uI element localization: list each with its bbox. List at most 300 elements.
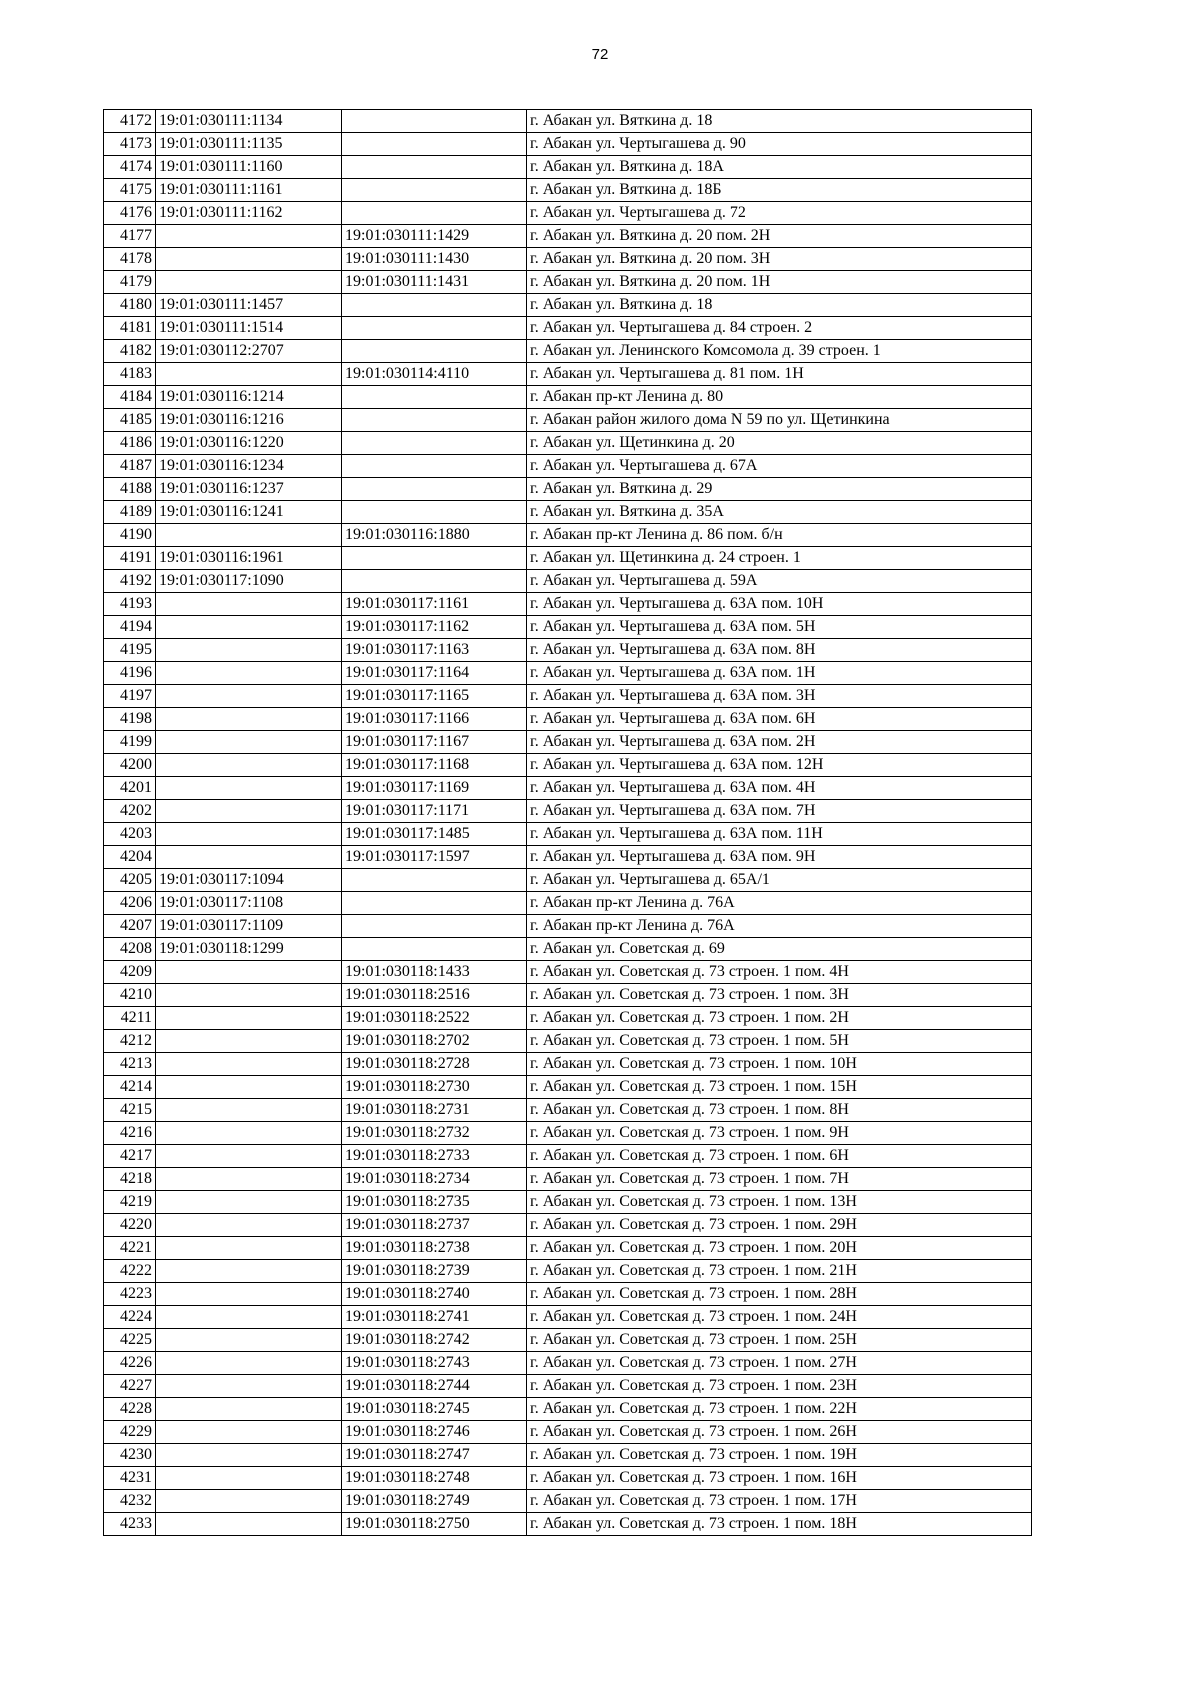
table-row	[104, 409, 1032, 432]
land-cadastral-number-cell	[156, 616, 342, 639]
building-cadastral-number-cell: 19:01:030117:1597	[342, 846, 527, 869]
row-number-cell: 4227	[104, 1375, 156, 1398]
address-cell: г. Абакан пр-кт Ленина д. 80	[527, 386, 1032, 409]
table-row	[104, 662, 1032, 685]
address-cell: г. Абакан ул. Советская д. 73 строен. 1 пом. 26Н	[527, 1421, 1032, 1444]
building-cadastral-number-cell: 19:01:030118:2734	[342, 1168, 527, 1191]
row-number-cell: 4176	[104, 202, 156, 225]
land-cadastral-number-cell: 19:01:030116:1214	[156, 386, 342, 409]
building-cadastral-number-cell: 19:01:030111:1429	[342, 225, 527, 248]
building-cadastral-number-cell: 19:01:030118:2730	[342, 1076, 527, 1099]
building-cadastral-number-cell: 19:01:030117:1167	[342, 731, 527, 754]
land-cadastral-number-cell	[156, 984, 342, 1007]
row-number-cell: 4228	[104, 1398, 156, 1421]
row-number-cell: 4183	[104, 363, 156, 386]
row-number-cell: 4180	[104, 294, 156, 317]
land-cadastral-number-cell	[156, 1168, 342, 1191]
row-number-cell: 4175	[104, 179, 156, 202]
table-row	[104, 1053, 1032, 1076]
land-cadastral-number-cell	[156, 823, 342, 846]
table-row	[104, 524, 1032, 547]
building-cadastral-number-cell	[342, 892, 527, 915]
row-number-cell: 4185	[104, 409, 156, 432]
building-cadastral-number-cell	[342, 202, 527, 225]
land-cadastral-number-cell	[156, 248, 342, 271]
table-row	[104, 386, 1032, 409]
address-cell: г. Абакан ул. Советская д. 73 строен. 1 пом. 19Н	[527, 1444, 1032, 1467]
address-cell: г. Абакан ул. Советская д. 69	[527, 938, 1032, 961]
building-cadastral-number-cell: 19:01:030118:2748	[342, 1467, 527, 1490]
building-cadastral-number-cell: 19:01:030117:1485	[342, 823, 527, 846]
table-row	[104, 1214, 1032, 1237]
building-cadastral-number-cell	[342, 294, 527, 317]
row-number-cell: 4202	[104, 800, 156, 823]
address-cell: г. Абакан ул. Ленинского Комсомола д. 39 строен. 1	[527, 340, 1032, 363]
address-cell: г. Абакан ул. Советская д. 73 строен. 1 пом. 3Н	[527, 984, 1032, 1007]
table-row	[104, 708, 1032, 731]
land-cadastral-number-cell: 19:01:030111:1160	[156, 156, 342, 179]
table-row	[104, 639, 1032, 662]
table-row	[104, 570, 1032, 593]
address-cell: г. Абакан ул. Советская д. 73 строен. 1 пом. 24Н	[527, 1306, 1032, 1329]
row-number-cell: 4223	[104, 1283, 156, 1306]
building-cadastral-number-cell	[342, 340, 527, 363]
table-row	[104, 1145, 1032, 1168]
address-cell: г. Абакан ул. Советская д. 73 строен. 1 пом. 10Н	[527, 1053, 1032, 1076]
land-cadastral-number-cell	[156, 1421, 342, 1444]
address-cell: г. Абакан ул. Советская д. 73 строен. 1 пом. 27Н	[527, 1352, 1032, 1375]
address-cell: г. Абакан ул. Чертыгашева д. 63А пом. 10Н	[527, 593, 1032, 616]
address-cell: г. Абакан ул. Советская д. 73 строен. 1 пом. 15Н	[527, 1076, 1032, 1099]
table-row	[104, 616, 1032, 639]
table-row	[104, 1237, 1032, 1260]
building-cadastral-number-cell: 19:01:030118:2747	[342, 1444, 527, 1467]
building-cadastral-number-cell	[342, 156, 527, 179]
row-number-cell: 4205	[104, 869, 156, 892]
row-number-cell: 4172	[104, 110, 156, 133]
building-cadastral-number-cell: 19:01:030118:2728	[342, 1053, 527, 1076]
building-cadastral-number-cell: 19:01:030118:2738	[342, 1237, 527, 1260]
table-row	[104, 754, 1032, 777]
row-number-cell: 4173	[104, 133, 156, 156]
building-cadastral-number-cell: 19:01:030117:1165	[342, 685, 527, 708]
table-row	[104, 1191, 1032, 1214]
table-row	[104, 110, 1032, 133]
table-row	[104, 1490, 1032, 1513]
land-cadastral-number-cell	[156, 1122, 342, 1145]
land-cadastral-number-cell	[156, 524, 342, 547]
address-cell: г. Абакан ул. Советская д. 73 строен. 1 пом. 17Н	[527, 1490, 1032, 1513]
row-number-cell: 4233	[104, 1513, 156, 1536]
building-cadastral-number-cell	[342, 478, 527, 501]
row-number-cell: 4220	[104, 1214, 156, 1237]
row-number-cell: 4194	[104, 616, 156, 639]
table-row	[104, 731, 1032, 754]
address-cell: г. Абакан ул. Чертыгашева д. 72	[527, 202, 1032, 225]
building-cadastral-number-cell: 19:01:030118:2516	[342, 984, 527, 1007]
row-number-cell: 4178	[104, 248, 156, 271]
row-number-cell: 4201	[104, 777, 156, 800]
row-number-cell: 4212	[104, 1030, 156, 1053]
table-row	[104, 225, 1032, 248]
land-cadastral-number-cell	[156, 846, 342, 869]
table-row	[104, 1076, 1032, 1099]
land-cadastral-number-cell: 19:01:030117:1109	[156, 915, 342, 938]
row-number-cell: 4181	[104, 317, 156, 340]
land-cadastral-number-cell	[156, 271, 342, 294]
row-number-cell: 4230	[104, 1444, 156, 1467]
address-cell: г. Абакан ул. Советская д. 73 строен. 1 пом. 8Н	[527, 1099, 1032, 1122]
land-cadastral-number-cell	[156, 1398, 342, 1421]
building-cadastral-number-cell: 19:01:030118:2522	[342, 1007, 527, 1030]
table-row	[104, 685, 1032, 708]
table-row	[104, 1352, 1032, 1375]
land-cadastral-number-cell	[156, 777, 342, 800]
table-row	[104, 593, 1032, 616]
row-number-cell: 4210	[104, 984, 156, 1007]
table-row	[104, 1122, 1032, 1145]
table-row	[104, 1030, 1032, 1053]
land-cadastral-number-cell	[156, 1237, 342, 1260]
row-number-cell: 4232	[104, 1490, 156, 1513]
address-cell: г. Абакан ул. Чертыгашева д. 63А пом. 4Н	[527, 777, 1032, 800]
table-row	[104, 846, 1032, 869]
building-cadastral-number-cell: 19:01:030118:2750	[342, 1513, 527, 1536]
row-number-cell: 4191	[104, 547, 156, 570]
land-cadastral-number-cell: 19:01:030118:1299	[156, 938, 342, 961]
building-cadastral-number-cell	[342, 915, 527, 938]
building-cadastral-number-cell	[342, 547, 527, 570]
building-cadastral-number-cell	[342, 179, 527, 202]
table-row	[104, 1168, 1032, 1191]
row-number-cell: 4197	[104, 685, 156, 708]
row-number-cell: 4184	[104, 386, 156, 409]
land-cadastral-number-cell	[156, 708, 342, 731]
building-cadastral-number-cell	[342, 455, 527, 478]
land-cadastral-number-cell	[156, 225, 342, 248]
address-cell: г. Абакан ул. Чертыгашева д. 63А пом. 5Н	[527, 616, 1032, 639]
building-cadastral-number-cell: 19:01:030117:1169	[342, 777, 527, 800]
land-cadastral-number-cell	[156, 1007, 342, 1030]
building-cadastral-number-cell: 19:01:030117:1168	[342, 754, 527, 777]
address-cell: г. Абакан ул. Советская д. 73 строен. 1 пом. 21Н	[527, 1260, 1032, 1283]
land-cadastral-number-cell	[156, 1513, 342, 1536]
row-number-cell: 4208	[104, 938, 156, 961]
row-number-cell: 4219	[104, 1191, 156, 1214]
row-number-cell: 4193	[104, 593, 156, 616]
address-cell: г. Абакан пр-кт Ленина д. 76А	[527, 892, 1032, 915]
address-cell: г. Абакан ул. Чертыгашева д. 65А/1	[527, 869, 1032, 892]
land-cadastral-number-cell	[156, 754, 342, 777]
land-cadastral-number-cell: 19:01:030111:1457	[156, 294, 342, 317]
row-number-cell: 4190	[104, 524, 156, 547]
address-cell: г. Абакан ул. Советская д. 73 строен. 1 пом. 4Н	[527, 961, 1032, 984]
building-cadastral-number-cell: 19:01:030118:2731	[342, 1099, 527, 1122]
row-number-cell: 4195	[104, 639, 156, 662]
registry-table	[103, 109, 1032, 1536]
row-number-cell: 4229	[104, 1421, 156, 1444]
land-cadastral-number-cell	[156, 1329, 342, 1352]
building-cadastral-number-cell: 19:01:030118:1433	[342, 961, 527, 984]
table-row	[104, 363, 1032, 386]
building-cadastral-number-cell	[342, 409, 527, 432]
address-cell: г. Абакан ул. Вяткина д. 18	[527, 294, 1032, 317]
building-cadastral-number-cell	[342, 110, 527, 133]
row-number-cell: 4213	[104, 1053, 156, 1076]
address-cell: г. Абакан ул. Советская д. 73 строен. 1 пом. 20Н	[527, 1237, 1032, 1260]
row-number-cell: 4189	[104, 501, 156, 524]
address-cell: г. Абакан ул. Чертыгашева д. 67А	[527, 455, 1032, 478]
row-number-cell: 4231	[104, 1467, 156, 1490]
land-cadastral-number-cell	[156, 1352, 342, 1375]
address-cell: г. Абакан ул. Чертыгашева д. 63А пом. 6Н	[527, 708, 1032, 731]
table-row	[104, 1329, 1032, 1352]
land-cadastral-number-cell	[156, 363, 342, 386]
table-row	[104, 777, 1032, 800]
address-cell: г. Абакан ул. Чертыгашева д. 84 строен. 2	[527, 317, 1032, 340]
building-cadastral-number-cell	[342, 432, 527, 455]
address-cell: г. Абакан ул. Советская д. 73 строен. 1 пом. 25Н	[527, 1329, 1032, 1352]
building-cadastral-number-cell: 19:01:030118:2745	[342, 1398, 527, 1421]
land-cadastral-number-cell	[156, 1490, 342, 1513]
land-cadastral-number-cell	[156, 1053, 342, 1076]
table-row	[104, 179, 1032, 202]
land-cadastral-number-cell	[156, 685, 342, 708]
land-cadastral-number-cell: 19:01:030117:1090	[156, 570, 342, 593]
building-cadastral-number-cell: 19:01:030118:2741	[342, 1306, 527, 1329]
registry-table-body	[104, 110, 1032, 1536]
building-cadastral-number-cell: 19:01:030117:1171	[342, 800, 527, 823]
address-cell: г. Абакан ул. Советская д. 73 строен. 1 пом. 23Н	[527, 1375, 1032, 1398]
land-cadastral-number-cell	[156, 1467, 342, 1490]
land-cadastral-number-cell	[156, 1099, 342, 1122]
land-cadastral-number-cell	[156, 731, 342, 754]
land-cadastral-number-cell	[156, 1283, 342, 1306]
row-number-cell: 4218	[104, 1168, 156, 1191]
row-number-cell: 4188	[104, 478, 156, 501]
building-cadastral-number-cell: 19:01:030114:4110	[342, 363, 527, 386]
row-number-cell: 4226	[104, 1352, 156, 1375]
table-row	[104, 915, 1032, 938]
row-number-cell: 4186	[104, 432, 156, 455]
address-cell: г. Абакан ул. Советская д. 73 строен. 1 пом. 16Н	[527, 1467, 1032, 1490]
building-cadastral-number-cell	[342, 501, 527, 524]
address-cell: г. Абакан ул. Советская д. 73 строен. 1 пом. 2Н	[527, 1007, 1032, 1030]
land-cadastral-number-cell	[156, 1260, 342, 1283]
row-number-cell: 4225	[104, 1329, 156, 1352]
address-cell: г. Абакан ул. Вяткина д. 18Б	[527, 179, 1032, 202]
table-row	[104, 317, 1032, 340]
land-cadastral-number-cell: 19:01:030117:1108	[156, 892, 342, 915]
address-cell: г. Абакан ул. Чертыгашева д. 63А пом. 1Н	[527, 662, 1032, 685]
land-cadastral-number-cell: 19:01:030116:1216	[156, 409, 342, 432]
land-cadastral-number-cell: 19:01:030111:1514	[156, 317, 342, 340]
building-cadastral-number-cell	[342, 570, 527, 593]
land-cadastral-number-cell	[156, 961, 342, 984]
row-number-cell: 4222	[104, 1260, 156, 1283]
address-cell: г. Абакан ул. Советская д. 73 строен. 1 пом. 13Н	[527, 1191, 1032, 1214]
building-cadastral-number-cell: 19:01:030118:2749	[342, 1490, 527, 1513]
address-cell: г. Абакан ул. Чертыгашева д. 63А пом. 3Н	[527, 685, 1032, 708]
address-cell: г. Абакан ул. Чертыгашева д. 63А пом. 2Н	[527, 731, 1032, 754]
building-cadastral-number-cell: 19:01:030118:2732	[342, 1122, 527, 1145]
address-cell: г. Абакан ул. Вяткина д. 18А	[527, 156, 1032, 179]
land-cadastral-number-cell	[156, 800, 342, 823]
land-cadastral-number-cell: 19:01:030112:2707	[156, 340, 342, 363]
row-number-cell: 4179	[104, 271, 156, 294]
land-cadastral-number-cell	[156, 1375, 342, 1398]
land-cadastral-number-cell	[156, 1076, 342, 1099]
row-number-cell: 4182	[104, 340, 156, 363]
table-row	[104, 294, 1032, 317]
address-cell: г. Абакан ул. Щетинкина д. 20	[527, 432, 1032, 455]
address-cell: г. Абакан ул. Чертыгашева д. 59А	[527, 570, 1032, 593]
building-cadastral-number-cell: 19:01:030111:1431	[342, 271, 527, 294]
land-cadastral-number-cell: 19:01:030111:1134	[156, 110, 342, 133]
building-cadastral-number-cell: 19:01:030118:2737	[342, 1214, 527, 1237]
building-cadastral-number-cell: 19:01:030117:1163	[342, 639, 527, 662]
row-number-cell: 4214	[104, 1076, 156, 1099]
land-cadastral-number-cell: 19:01:030111:1135	[156, 133, 342, 156]
building-cadastral-number-cell: 19:01:030118:2742	[342, 1329, 527, 1352]
building-cadastral-number-cell: 19:01:030117:1162	[342, 616, 527, 639]
building-cadastral-number-cell: 19:01:030117:1166	[342, 708, 527, 731]
address-cell: г. Абакан ул. Советская д. 73 строен. 1 пом. 18Н	[527, 1513, 1032, 1536]
table-row	[104, 1513, 1032, 1536]
table-row	[104, 823, 1032, 846]
row-number-cell: 4215	[104, 1099, 156, 1122]
address-cell: г. Абакан ул. Щетинкина д. 24 строен. 1	[527, 547, 1032, 570]
table-row	[104, 1375, 1032, 1398]
address-cell: г. Абакан ул. Чертыгашева д. 63А пом. 8Н	[527, 639, 1032, 662]
table-row	[104, 547, 1032, 570]
land-cadastral-number-cell: 19:01:030116:1961	[156, 547, 342, 570]
building-cadastral-number-cell	[342, 938, 527, 961]
table-row	[104, 869, 1032, 892]
row-number-cell: 4199	[104, 731, 156, 754]
table-row	[104, 1444, 1032, 1467]
table-row	[104, 892, 1032, 915]
table-row	[104, 1283, 1032, 1306]
land-cadastral-number-cell	[156, 1030, 342, 1053]
building-cadastral-number-cell: 19:01:030118:2733	[342, 1145, 527, 1168]
building-cadastral-number-cell: 19:01:030111:1430	[342, 248, 527, 271]
building-cadastral-number-cell	[342, 386, 527, 409]
address-cell: г. Абакан ул. Советская д. 73 строен. 1 пом. 28Н	[527, 1283, 1032, 1306]
building-cadastral-number-cell: 19:01:030118:2702	[342, 1030, 527, 1053]
table-row	[104, 455, 1032, 478]
address-cell: г. Абакан ул. Советская д. 73 строен. 1 пом. 5Н	[527, 1030, 1032, 1053]
table-row	[104, 478, 1032, 501]
land-cadastral-number-cell	[156, 593, 342, 616]
row-number-cell: 4192	[104, 570, 156, 593]
land-cadastral-number-cell	[156, 1145, 342, 1168]
address-cell: г. Абакан ул. Чертыгашева д. 81 пом. 1Н	[527, 363, 1032, 386]
row-number-cell: 4221	[104, 1237, 156, 1260]
land-cadastral-number-cell: 19:01:030116:1234	[156, 455, 342, 478]
table-row	[104, 271, 1032, 294]
table-row	[104, 156, 1032, 179]
land-cadastral-number-cell: 19:01:030117:1094	[156, 869, 342, 892]
row-number-cell: 4207	[104, 915, 156, 938]
table-row	[104, 248, 1032, 271]
address-cell: г. Абакан ул. Вяткина д. 20 пом. 3Н	[527, 248, 1032, 271]
building-cadastral-number-cell: 19:01:030118:2735	[342, 1191, 527, 1214]
building-cadastral-number-cell: 19:01:030118:2744	[342, 1375, 527, 1398]
row-number-cell: 4174	[104, 156, 156, 179]
row-number-cell: 4211	[104, 1007, 156, 1030]
table-row	[104, 1421, 1032, 1444]
address-cell: г. Абакан ул. Вяткина д. 35А	[527, 501, 1032, 524]
table-row	[104, 1306, 1032, 1329]
table-row	[104, 800, 1032, 823]
row-number-cell: 4200	[104, 754, 156, 777]
address-cell: г. Абакан ул. Советская д. 73 строен. 1 пом. 29Н	[527, 1214, 1032, 1237]
row-number-cell: 4177	[104, 225, 156, 248]
address-cell: г. Абакан ул. Чертыгашева д. 63А пом. 9Н	[527, 846, 1032, 869]
table-row	[104, 202, 1032, 225]
land-cadastral-number-cell	[156, 1191, 342, 1214]
table-row	[104, 432, 1032, 455]
address-cell: г. Абакан район жилого дома N 59 по ул. Щетинкина	[527, 409, 1032, 432]
table-row	[104, 938, 1032, 961]
table-row	[104, 1007, 1032, 1030]
row-number-cell: 4196	[104, 662, 156, 685]
table-row	[104, 133, 1032, 156]
building-cadastral-number-cell: 19:01:030116:1880	[342, 524, 527, 547]
land-cadastral-number-cell: 19:01:030111:1161	[156, 179, 342, 202]
address-cell: г. Абакан ул. Советская д. 73 строен. 1 пом. 9Н	[527, 1122, 1032, 1145]
land-cadastral-number-cell: 19:01:030116:1220	[156, 432, 342, 455]
building-cadastral-number-cell	[342, 317, 527, 340]
row-number-cell: 4206	[104, 892, 156, 915]
address-cell: г. Абакан ул. Вяткина д. 18	[527, 110, 1032, 133]
address-cell: г. Абакан ул. Советская д. 73 строен. 1 пом. 6Н	[527, 1145, 1032, 1168]
table-row	[104, 1467, 1032, 1490]
row-number-cell: 4224	[104, 1306, 156, 1329]
row-number-cell: 4198	[104, 708, 156, 731]
address-cell: г. Абакан пр-кт Ленина д. 86 пом. б/н	[527, 524, 1032, 547]
building-cadastral-number-cell: 19:01:030118:2739	[342, 1260, 527, 1283]
row-number-cell: 4187	[104, 455, 156, 478]
building-cadastral-number-cell	[342, 869, 527, 892]
table-row	[104, 961, 1032, 984]
building-cadastral-number-cell: 19:01:030117:1161	[342, 593, 527, 616]
row-number-cell: 4217	[104, 1145, 156, 1168]
address-cell: г. Абакан ул. Чертыгашева д. 90	[527, 133, 1032, 156]
table-row	[104, 501, 1032, 524]
address-cell: г. Абакан ул. Советская д. 73 строен. 1 пом. 7Н	[527, 1168, 1032, 1191]
table-row	[104, 1099, 1032, 1122]
land-cadastral-number-cell	[156, 662, 342, 685]
address-cell: г. Абакан ул. Чертыгашева д. 63А пом. 11Н	[527, 823, 1032, 846]
row-number-cell: 4216	[104, 1122, 156, 1145]
row-number-cell: 4204	[104, 846, 156, 869]
table-row	[104, 984, 1032, 1007]
building-cadastral-number-cell	[342, 133, 527, 156]
land-cadastral-number-cell	[156, 1214, 342, 1237]
address-cell: г. Абакан ул. Вяткина д. 20 пом. 2Н	[527, 225, 1032, 248]
land-cadastral-number-cell: 19:01:030116:1237	[156, 478, 342, 501]
building-cadastral-number-cell: 19:01:030118:2740	[342, 1283, 527, 1306]
land-cadastral-number-cell: 19:01:030111:1162	[156, 202, 342, 225]
building-cadastral-number-cell: 19:01:030118:2743	[342, 1352, 527, 1375]
page-number: 72	[591, 46, 609, 63]
land-cadastral-number-cell	[156, 1444, 342, 1467]
address-cell: г. Абакан пр-кт Ленина д. 76А	[527, 915, 1032, 938]
land-cadastral-number-cell	[156, 639, 342, 662]
table-row	[104, 1398, 1032, 1421]
